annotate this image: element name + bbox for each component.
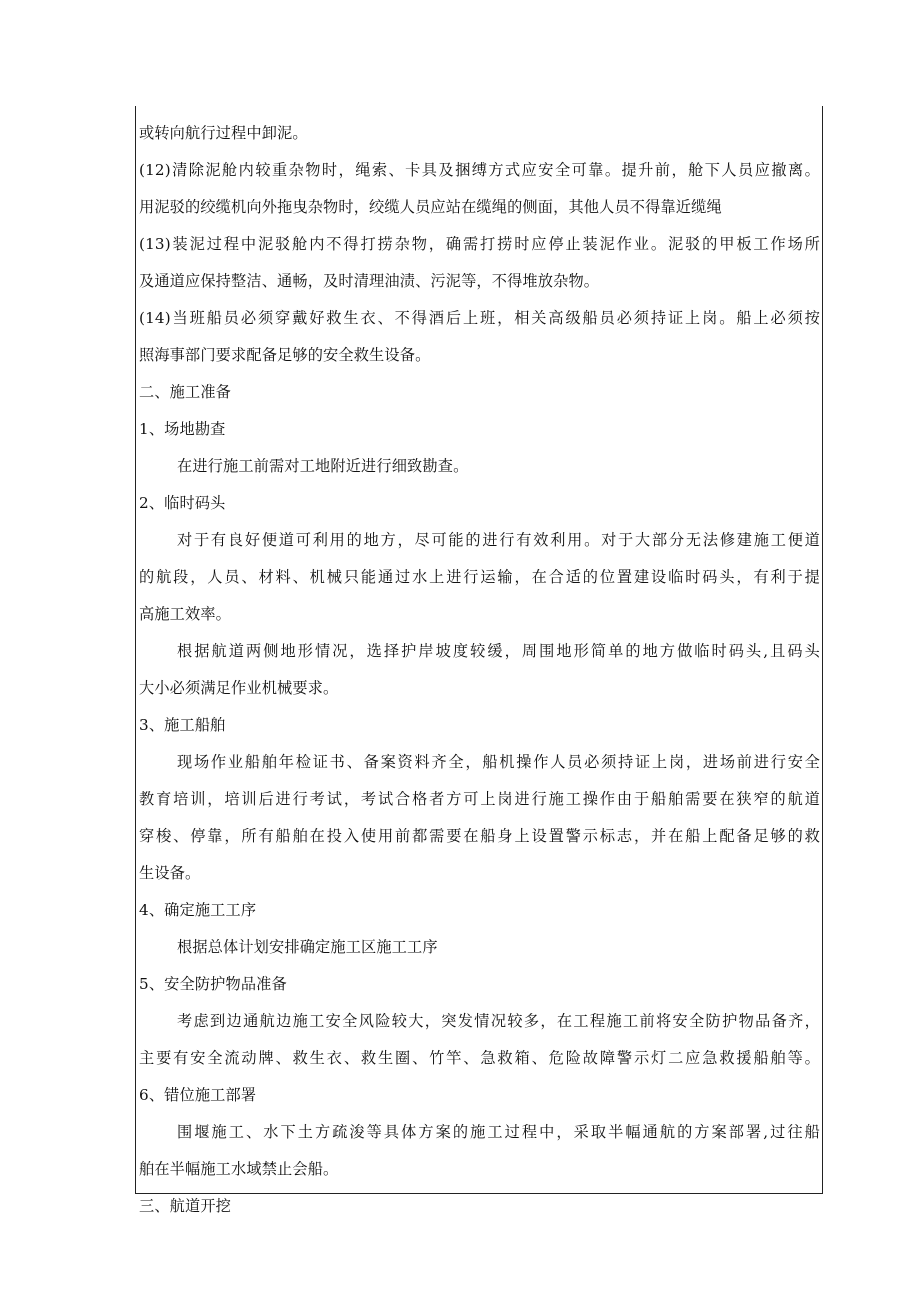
text-line: 教育培训，培训后进行考试，考试合格者方可上岗进行施工操作由于船舶需要在狭窄的航道 <box>139 790 820 808</box>
text-line: 三、航道开挖 <box>139 1197 232 1215</box>
text-line: (14)当班船员必须穿戴好救生衣、不得酒后上班，相关高级船员必须持证上岗。船上必须按 <box>139 309 820 327</box>
text-line: 高施工效率。 <box>139 605 232 623</box>
text-line: 穿梭、停靠，所有船舶在投入使用前都需要在船身上设置警示标志，并在船上配备足够的救 <box>139 827 820 845</box>
document-body <box>139 115 820 1225</box>
text-line: 4、确定施工工序 <box>139 901 257 919</box>
text-line: 照海事部门要求配备足够的安全救生设备。 <box>139 346 431 364</box>
text-line: 1、场地勘查 <box>139 420 226 438</box>
text-line: 主要有安全流动牌、救生衣、救生圈、竹竿、急救箱、危险故障警示灯二应急救援船舶等。 <box>139 1049 820 1067</box>
text-line: 生设备。 <box>139 864 201 882</box>
text-line: 大小必须满足作业机械要求。 <box>139 679 339 697</box>
text-line: 用泥驳的绞缆机向外拖曳杂物时，绞缆人员应站在缆绳的侧面，其他人员不得靠近缆绳 <box>139 198 722 216</box>
text-line: 的航段，人员、材料、机械只能通过水上进行运输，在合适的位置建设临时码头，有利于提 <box>139 568 820 586</box>
text-line: 及通道应保持整洁、通畅，及时清理油渍、污泥等，不得堆放杂物。 <box>139 272 600 290</box>
text-line: 3、施工船舶 <box>139 716 226 734</box>
text-line: 6、错位施工部署 <box>139 1086 257 1104</box>
text-line: 或转向航行过程中卸泥。 <box>139 124 308 142</box>
text-line: 二、施工准备 <box>139 383 232 401</box>
text-line: 对于有良好便道可利用的地方，尽可能的进行有效利用。对于大部分无法修建施工便道 <box>177 531 820 549</box>
text-line: 在进行施工前需对工地附近进行细致勘查。 <box>177 457 469 475</box>
text-line: 舶在半幅施工水域禁止会船。 <box>139 1160 339 1178</box>
text-line: 根据航道两侧地形情况，选择护岸坡度较缓，周围地形简单的地方做临时码头,且码头 <box>177 642 820 660</box>
text-line: 2、临时码头 <box>139 494 226 512</box>
text-line: 考虑到边通航边施工安全风险较大，突发情况较多，在工程施工前将安全防护物品备齐， <box>177 1012 820 1030</box>
document-table-cell <box>135 106 823 1215</box>
text-line: 现场作业船舶年检证书、备案资料齐全，船机操作人员必须持证上岗，进场前进行安全 <box>177 753 820 771</box>
text-line: 5、安全防护物品准备 <box>139 975 287 993</box>
text-line: 围堰施工、水下土方疏浚等具体方案的施工过程中，采取半幅通航的方案部署,过往船 <box>177 1123 820 1141</box>
text-line: (13)装泥过程中泥驳舱内不得打捞杂物，确需打捞时应停止装泥作业。泥驳的甲板工作场所 <box>139 235 820 253</box>
text-line: 根据总体计划安排确定施工区施工工序 <box>177 938 438 956</box>
text-line: (12)清除泥舱内较重杂物时，绳索、卡具及捆缚方式应安全可靠。提升前，舱下人员应撤离。 <box>139 161 820 179</box>
